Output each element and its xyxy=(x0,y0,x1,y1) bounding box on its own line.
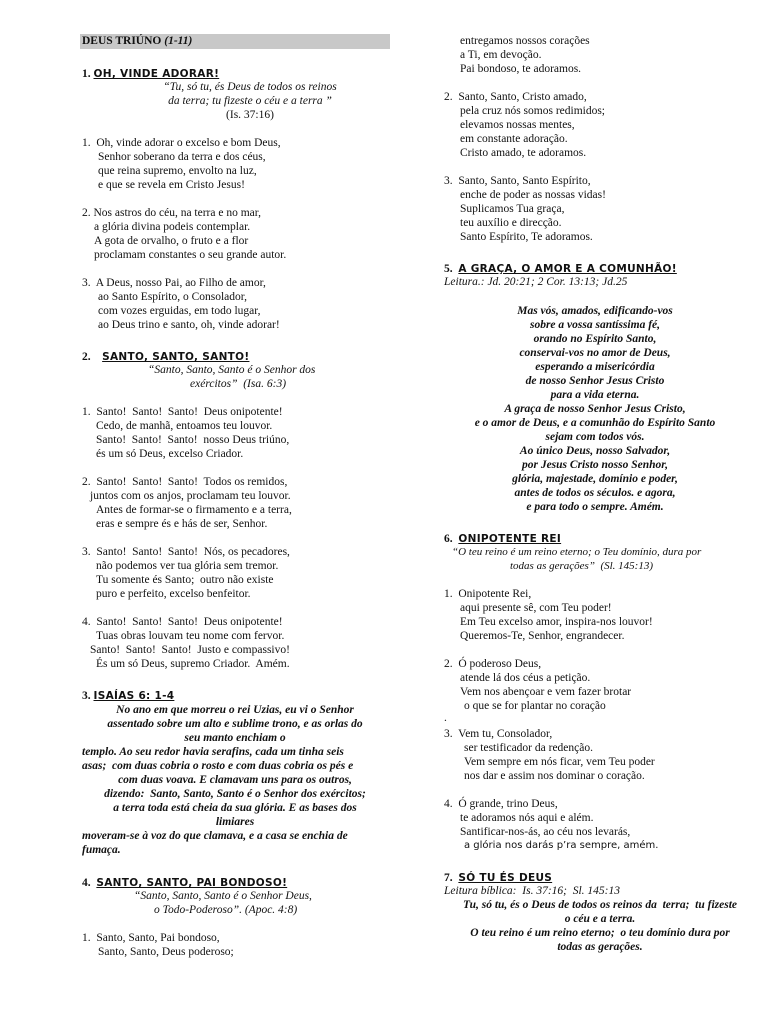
verse-line: Suplicamos Tua graça, xyxy=(460,203,565,215)
section-2-header xyxy=(82,350,249,364)
scripture-line: asas; com duas cobria o rosto e com duas cobria os pés e xyxy=(82,760,354,772)
reading-reference: Leitura.: Jd. 20:21; 2 Cor. 13:13; Jd.25 xyxy=(444,276,628,288)
scripture-line: A graça de nosso Senhor Jesus Cristo, xyxy=(504,403,686,415)
verse-line: 2. Santo, Santo, Cristo amado, xyxy=(444,91,587,103)
verse-line: a glória divina podeis contemplar. xyxy=(94,221,251,233)
verse-line: ser testificador da redenção. xyxy=(464,742,593,754)
verse-line: nos dar e assim nos dominar o coração. xyxy=(464,770,645,782)
verse-line: 1. Onipotente Rei, xyxy=(444,588,532,600)
scripture-line: esperando a misericórdia xyxy=(535,361,655,373)
section-quote-line: o Todo-Poderoso”. (Apoc. 4:8) xyxy=(154,904,298,916)
verse-line: com vozes erguidas, em todo lugar, xyxy=(98,305,261,317)
verse-line: Santo, Santo, Deus poderoso; xyxy=(98,946,234,958)
verse-line: proclamam constantes o seu grande autor. xyxy=(94,249,287,261)
section-number: 7. xyxy=(444,872,453,884)
verse-line: te adoramos nós aqui e além. xyxy=(460,812,594,824)
verse-line: Santo! Santo! Santo! Justo e compassivo! xyxy=(90,644,290,656)
verse-line: Vem nos abençoar e vem fazer brotar xyxy=(460,686,632,698)
scripture-line: e para todo o sempre. Amém. xyxy=(526,501,664,513)
verse-line: elevamos nossas mentes, xyxy=(460,119,575,131)
scripture-line: assentado sobre um alto e sublime trono, e as orlas do xyxy=(107,718,363,730)
section-heading: SÓ TU ÉS DEUS xyxy=(458,872,553,884)
section-quote-line: “Santo, Santo, Santo é o Senhor dos xyxy=(148,364,316,376)
scripture-line: orando no Espírito Santo, xyxy=(533,333,657,345)
verse-line: juntos com os anjos, proclamam teu louvor. xyxy=(90,490,291,502)
verse-line: 4. Santo! Santo! Santo! Deus onipotente! xyxy=(82,616,283,628)
verse-line: puro e perfeito, excelso benfeitor. xyxy=(96,588,251,600)
scripture-line: dizendo: Santo, Santo, Santo é o Senhor dos exércitos; xyxy=(104,788,366,800)
section-number: 3. xyxy=(82,690,91,702)
scripture-line: sejam com todos vós. xyxy=(545,431,645,443)
verse-line: Cedo, de manhã, entoamos teu louvor. xyxy=(96,420,273,432)
scripture-line: todas as gerações. xyxy=(557,941,643,953)
verse-line: Tuas obras louvam teu nome com fervor. xyxy=(96,630,285,642)
scripture-line: e o amor de Deus, e a comunhão do Espírito Santo xyxy=(474,417,716,429)
verse-line: Santo! Santo! Santo! nosso Deus triúno, xyxy=(96,434,290,446)
verse-line: Queremos-Te, Senhor, engrandecer. xyxy=(460,630,625,642)
verse-line: ao Santo Espírito, o Consolador, xyxy=(98,291,248,303)
verse-line: o que se for plantar no coração xyxy=(464,700,606,712)
scripture-line: o céu e a terra. xyxy=(564,913,636,925)
section-quote-line: “O teu reino é um reino eterno; o Teu domínio, dura por xyxy=(452,546,702,558)
verse-line: 1. Oh, vinde adorar o excelso e bom Deus, xyxy=(82,137,281,149)
section-6-header xyxy=(444,532,561,546)
section-heading: SANTO, SANTO, PAI BONDOSO! xyxy=(96,877,288,889)
verse-line: 3. Santo! Santo! Santo! Nós, os pecadores, xyxy=(82,546,290,558)
verse-line: 3. Santo, Santo, Santo Espírito, xyxy=(444,175,591,187)
verse-line: és um só Deus, excelso Criador. xyxy=(96,448,244,460)
scripture-line: conservai-vos no amor de Deus, xyxy=(519,347,671,359)
section-1-header xyxy=(82,67,219,81)
verse-line: Em Teu excelso amor, inspira-nos louvor! xyxy=(460,616,653,628)
section-quote-ref: (Is. 37:16) xyxy=(226,109,274,121)
section-heading: OH, VINDE ADORAR! xyxy=(93,68,220,80)
verse-line: Antes de formar-se o firmamento e a terra, xyxy=(96,504,292,516)
section-heading: A GRAÇA, O AMOR E A COMUNHÃO! xyxy=(458,263,677,275)
verse-line: 1. Santo, Santo, Pai bondoso, xyxy=(82,932,220,944)
scripture-line: para a vida eterna. xyxy=(550,389,640,401)
verse-line: não podemos ver tua glória sem tremor. xyxy=(96,560,279,572)
scripture-line: limiares xyxy=(215,816,255,828)
section-quote-line: “Tu, só tu, és Deus de todos os reinos xyxy=(163,81,337,93)
scripture-line: Mas vós, amados, edificando-vos xyxy=(517,305,673,317)
title-range: (1-11) xyxy=(164,35,193,47)
verse-line: És um só Deus, supremo Criador. Amém. xyxy=(96,658,290,670)
section-number: 5. xyxy=(444,263,453,275)
scripture-line: glória, majestade, domínio e poder, xyxy=(512,473,678,485)
verse-line: pela cruz nós somos redimidos; xyxy=(460,105,606,117)
section-quote-line: exércitos” (Isa. 6:3) xyxy=(190,378,287,390)
scripture-line: a terra toda está cheia da sua glória. E as bases dos xyxy=(113,802,357,814)
verse-line: Santificar-nos-ás, ao céu nos levarás, xyxy=(460,826,631,838)
verse-line: teu auxílio e direcção. xyxy=(460,217,562,229)
verse-line: 2. Nos astros do céu, na terra e no mar, xyxy=(82,207,262,219)
scripture-line: Ao único Deus, nosso Salvador, xyxy=(519,445,671,457)
section-quote-line: todas as gerações” (Sl. 145:13) xyxy=(510,560,653,572)
section-7-header xyxy=(444,871,552,885)
scripture-line: fumaça. xyxy=(82,844,121,856)
verse-line: 3. A Deus, nosso Pai, ao Filho de amor, xyxy=(82,277,266,289)
scripture-line: O teu reino é um reino eterno; o teu domínio dura por xyxy=(470,927,730,939)
verse-line: a glória nos darás p’ra sempre, amém. xyxy=(464,840,659,851)
verse-line: Santo Espírito, Te adoramos. xyxy=(460,231,593,243)
verse-line: enche de poder as nossas vidas! xyxy=(460,189,606,201)
scripture-line: de nosso Senhor Jesus Cristo xyxy=(525,375,665,387)
scripture-line: antes de todos os séculos. e agora, xyxy=(514,487,676,499)
scripture-line: Tu, só tu, és o Deus de todos os reinos da terra; tu fizeste xyxy=(463,899,737,911)
section-heading: SANTO, SANTO, SANTO! xyxy=(102,351,250,363)
section-number: 4. xyxy=(82,877,91,889)
verse-line: eras e sempre és e hás de ser, Senhor. xyxy=(96,518,268,530)
verse-line: Senhor soberano da terra e dos céus, xyxy=(98,151,266,163)
section-quote-line: “Santo, Santo, Santo é o Senhor Deus, xyxy=(134,890,312,902)
verse-line: 2. Santo! Santo! Santo! Todos os remidos, xyxy=(82,476,288,488)
stray-dot: . xyxy=(444,712,447,724)
section-number: 6. xyxy=(444,533,453,545)
verse-line: Tu somente és Santo; outro não existe xyxy=(96,574,274,586)
verse-line: aqui presente sê, com Teu poder! xyxy=(460,602,612,614)
verse-line: 3. Vem tu, Consolador, xyxy=(444,728,553,740)
scripture-line: No ano em que morreu o rei Uzias, eu vi o Senhor xyxy=(116,704,354,716)
verse-line: e que se revela em Cristo Jesus! xyxy=(98,179,245,191)
section-3-header xyxy=(82,689,174,703)
verse-line: que reina supremo, envolto na luz, xyxy=(98,165,257,177)
verse-line: 2. Ó poderoso Deus, xyxy=(444,658,542,670)
verse-line: entregamos nossos corações xyxy=(460,35,590,47)
verse-line: 4. Ó grande, trino Deus, xyxy=(444,798,558,810)
verse-line: 1. Santo! Santo! Santo! Deus onipotente! xyxy=(82,406,283,418)
section-heading: ISAÍAS 6: 1-4 xyxy=(93,690,175,702)
section-5-header xyxy=(444,262,677,276)
verse-line: a Ti, em devoção. xyxy=(460,49,542,61)
section-4-header xyxy=(82,876,287,890)
scripture-line: sobre a vossa santíssima fé, xyxy=(529,319,661,331)
verse-line: Vem sempre em nós ficar, vem Teu poder xyxy=(464,756,655,768)
verse-line: Pai bondoso, te adoramos. xyxy=(460,63,582,75)
reading-reference: Leitura bíblica: Is. 37:16; Sl. 145:13 xyxy=(444,885,620,897)
title-main: DEUS TRIÚNO xyxy=(82,35,162,47)
page-title xyxy=(82,34,192,48)
verse-line: atende lá dos céus a petição. xyxy=(460,672,591,684)
section-heading: ONIPOTENTE REI xyxy=(458,533,562,545)
verse-line: Cristo amado, te adoramos. xyxy=(460,147,587,159)
scripture-line: com duas voava. E clamavam uns para os outros, xyxy=(118,774,352,786)
section-quote-line: da terra; tu fizeste o céu e a terra ” xyxy=(168,95,332,107)
verse-line: ao Deus trino e santo, oh, vinde adorar! xyxy=(98,319,280,331)
verse-line: A gota de orvalho, o fruto e a flor xyxy=(94,235,249,247)
scripture-line: templo. Ao seu redor havia serafins, cada um tinha seis xyxy=(82,746,344,758)
section-number: 2. xyxy=(82,351,91,363)
section-number: 1. xyxy=(82,68,91,80)
scripture-line: por Jesus Cristo nosso Senhor, xyxy=(521,459,669,471)
scripture-line: moveram-se à voz do que clamava, e a casa se enchia de xyxy=(82,830,348,842)
verse-line: em constante adoração. xyxy=(460,133,568,145)
scripture-line: seu manto enchiam o xyxy=(184,732,286,744)
